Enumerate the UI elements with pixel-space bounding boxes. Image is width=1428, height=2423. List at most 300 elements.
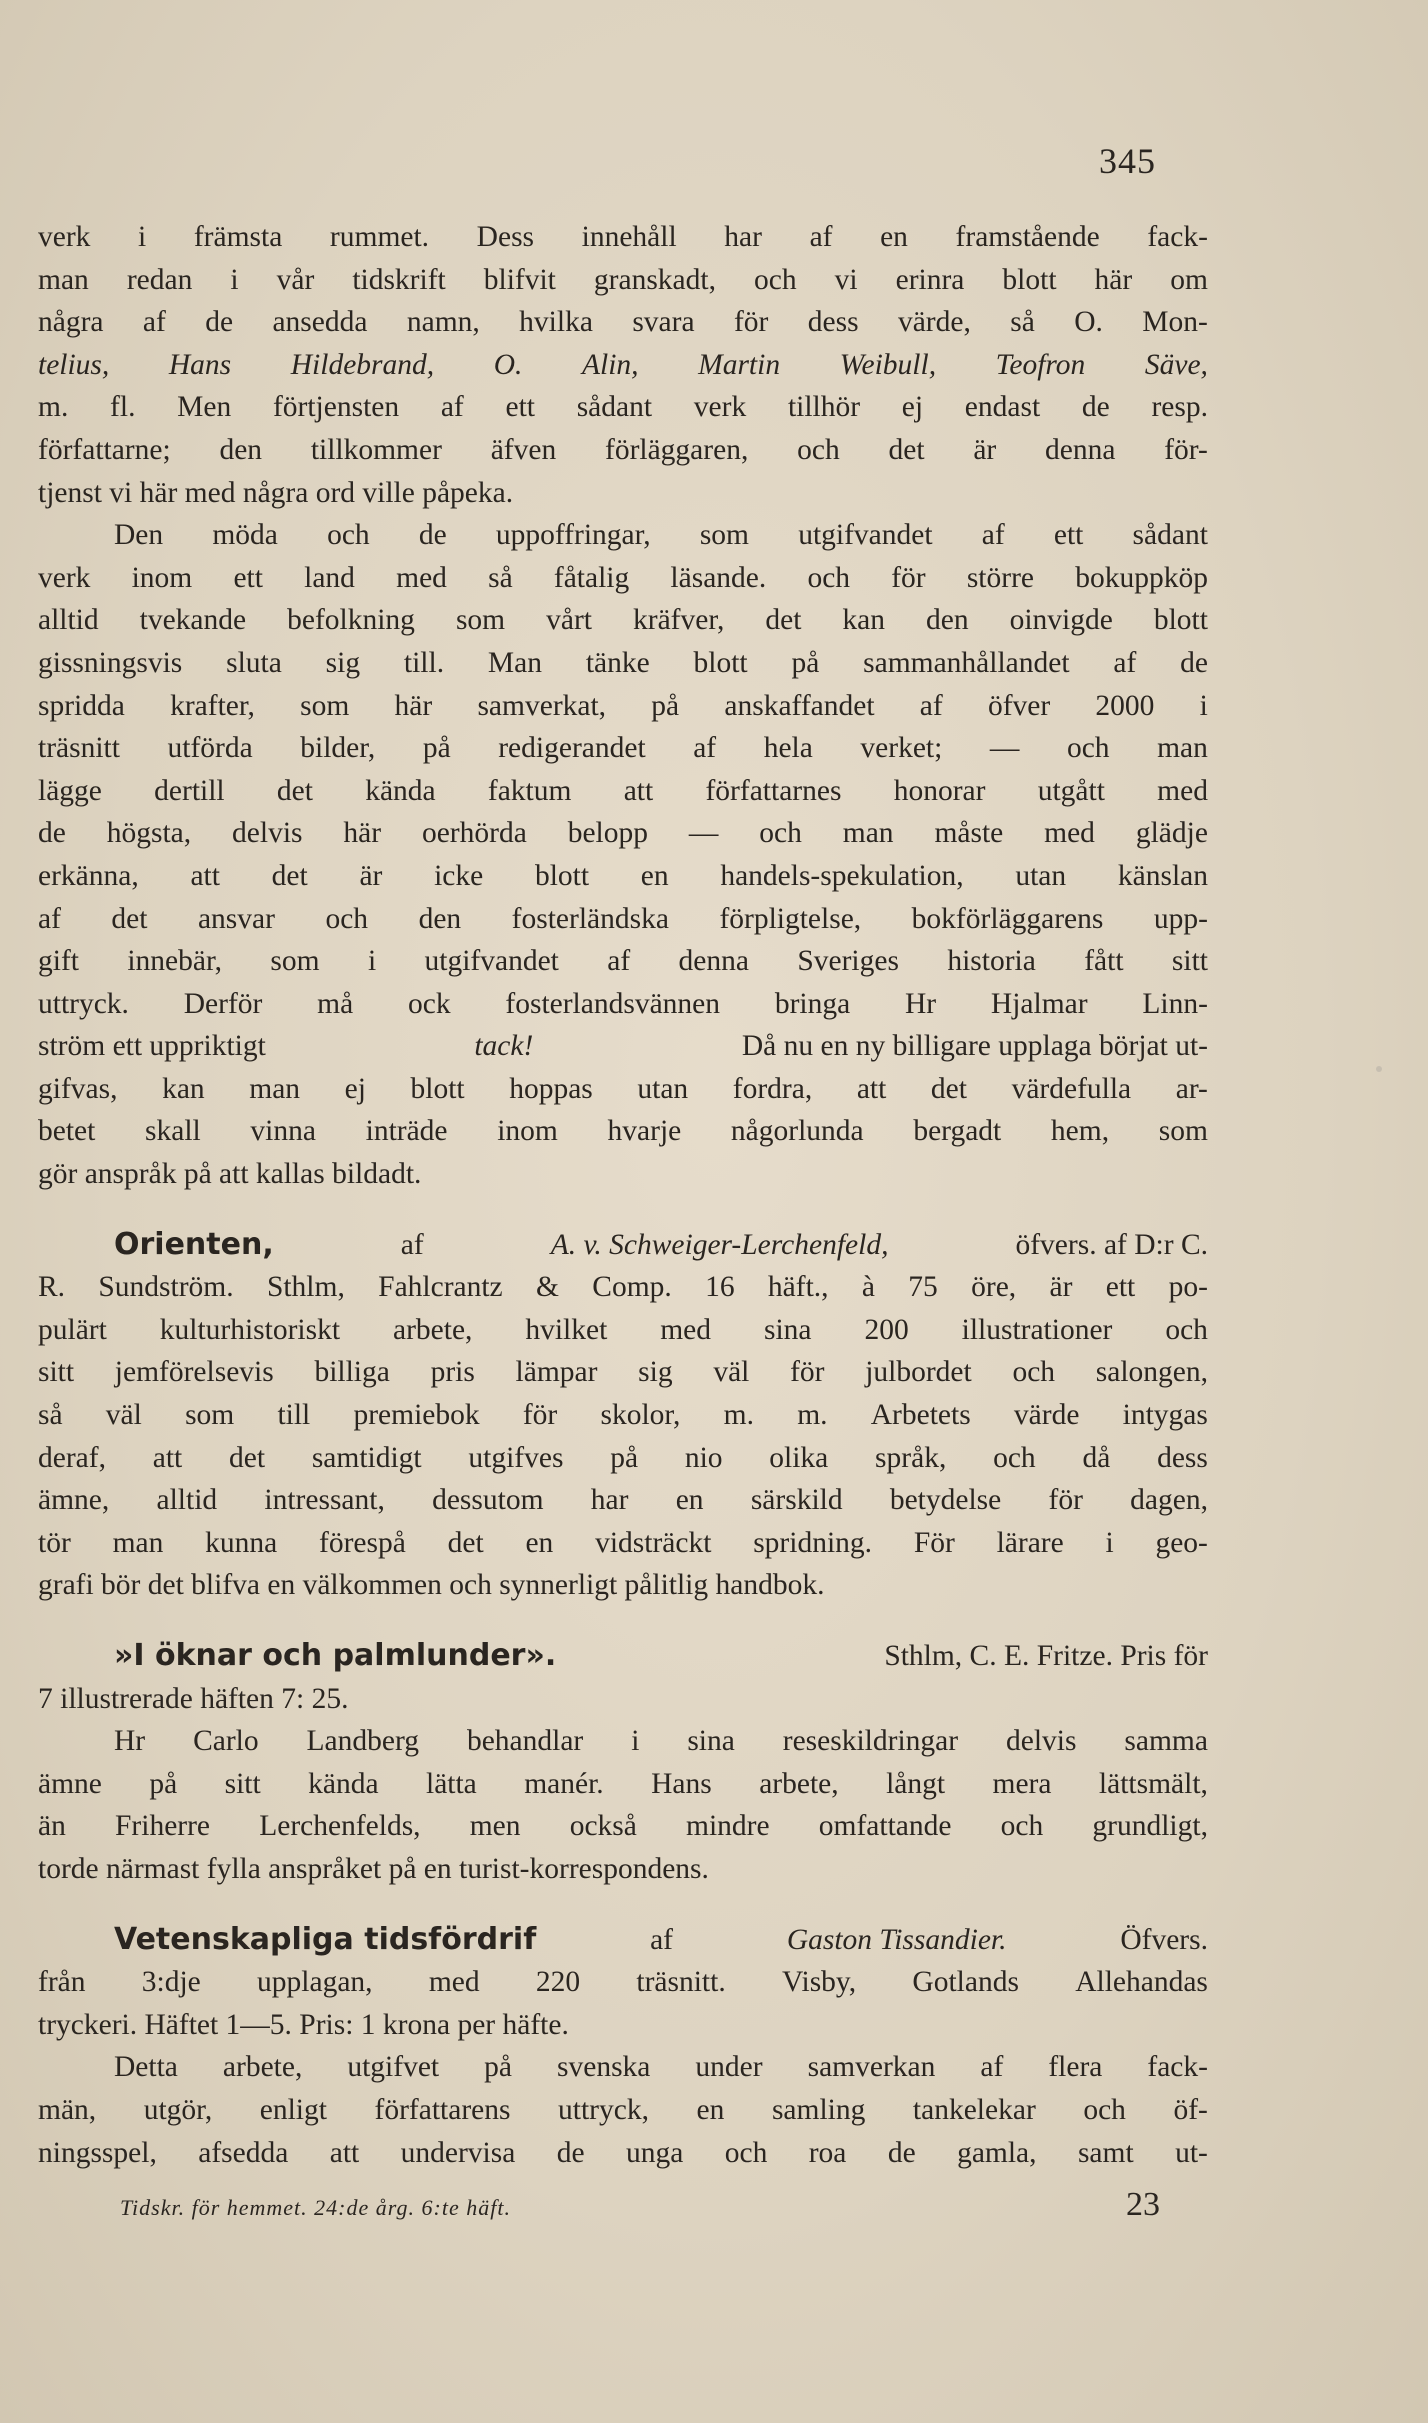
word: för xyxy=(1048,1484,1083,1517)
word: Fahlcrantz xyxy=(378,1271,503,1304)
word: Linn- xyxy=(1142,987,1208,1020)
word: och xyxy=(807,561,851,594)
word: fått xyxy=(1084,945,1124,978)
word: är xyxy=(1049,1271,1073,1304)
word: ej xyxy=(901,391,924,424)
word: blott xyxy=(1153,604,1208,637)
word: lätta xyxy=(426,1767,477,1800)
word: Allehandas xyxy=(1075,1966,1208,1999)
word: historia xyxy=(947,945,1036,978)
word: den xyxy=(418,902,462,935)
word: de xyxy=(418,519,447,552)
word: till. xyxy=(403,646,445,679)
word: högsta, xyxy=(106,817,192,850)
word: ansedda xyxy=(272,306,368,339)
word: Weibull, xyxy=(839,348,937,381)
word: 2000 xyxy=(1095,689,1155,722)
word: förläggaren, xyxy=(605,433,749,466)
word: en xyxy=(675,1484,704,1517)
word: af xyxy=(919,689,943,722)
word: dagen, xyxy=(1130,1484,1208,1517)
text-line xyxy=(38,259,1208,302)
word: och xyxy=(797,433,840,466)
word: denna xyxy=(678,945,749,978)
text-line xyxy=(38,898,1208,941)
word: som xyxy=(455,604,506,637)
word: ar- xyxy=(1175,1072,1208,1105)
word: inträde xyxy=(365,1115,448,1148)
text-line xyxy=(38,2132,1208,2175)
word: utgifves xyxy=(468,1441,564,1474)
word: för xyxy=(522,1399,558,1432)
word: skolor, xyxy=(600,1399,681,1432)
text-line: tryckeri. Häftet 1—5. Pris: 1 krona per häfte. xyxy=(38,2008,569,2041)
word: bergadt xyxy=(913,1115,1002,1148)
word: man xyxy=(249,1072,301,1105)
word: delvis xyxy=(232,817,303,850)
word: och xyxy=(1012,1356,1056,1389)
text-line: gör anspråk på att kallas bildadt. xyxy=(38,1158,422,1191)
word: kan xyxy=(842,604,885,637)
word: Mon- xyxy=(1142,306,1208,339)
word: långt xyxy=(886,1767,946,1800)
word: här xyxy=(343,817,382,850)
word: må xyxy=(317,987,354,1020)
word: blott xyxy=(534,859,590,892)
word: Hjalmar xyxy=(990,987,1088,1020)
word: Man xyxy=(487,646,542,679)
word: Säve, xyxy=(1144,348,1208,381)
word: med xyxy=(396,561,447,594)
word: större xyxy=(966,561,1034,594)
word: det xyxy=(447,1526,484,1559)
word: den xyxy=(926,604,969,637)
word: af xyxy=(809,221,833,253)
word: redigerandet xyxy=(498,732,646,765)
word: utan xyxy=(1015,859,1067,892)
word: lärare xyxy=(996,1526,1064,1559)
word: af xyxy=(693,732,717,765)
section-gap xyxy=(38,1891,1208,1919)
word: bilder, xyxy=(300,732,376,765)
text-span: öfvers. af D:r C. xyxy=(1015,1228,1208,1261)
word: så xyxy=(38,1399,63,1432)
word: en xyxy=(696,2093,725,2126)
word: tvekande xyxy=(139,604,247,637)
word: som xyxy=(300,689,350,722)
word: Landberg xyxy=(306,1725,420,1758)
word: den xyxy=(219,433,263,466)
word: svara xyxy=(632,306,695,339)
entry-title: Vetenskapliga tidsfördrif xyxy=(114,1921,537,1957)
word: Arbetets xyxy=(870,1399,971,1432)
word: namn, xyxy=(406,306,480,339)
word: på xyxy=(651,689,680,722)
word: Lerchenfelds, xyxy=(259,1810,421,1843)
word: de xyxy=(1081,391,1110,424)
word: nio xyxy=(684,1441,723,1474)
text-line xyxy=(38,983,1208,1026)
text-line xyxy=(38,1720,1208,1763)
word: det xyxy=(888,433,925,466)
word: öfver xyxy=(987,689,1051,722)
word: erkänna, xyxy=(38,859,139,892)
word: kulturhistoriskt xyxy=(159,1313,341,1346)
word: utgifvandet xyxy=(424,945,559,978)
word: läsande. xyxy=(670,561,767,594)
word: som xyxy=(270,945,320,978)
word: Hr xyxy=(114,1725,146,1758)
word: så xyxy=(488,561,513,594)
word: inom xyxy=(131,561,193,594)
word: öf- xyxy=(1173,2093,1208,2126)
word: fack- xyxy=(1147,221,1208,253)
word: telius, xyxy=(38,348,110,381)
word: deraf, xyxy=(38,1441,106,1474)
word: denna xyxy=(1045,433,1116,466)
word: författarens xyxy=(374,2093,511,2126)
word: möda xyxy=(212,519,278,552)
word: dertill xyxy=(154,774,225,807)
word: sådant xyxy=(576,391,653,424)
text-line xyxy=(38,216,1208,259)
word: samverkan xyxy=(807,2051,936,2084)
word: förpligtelse, xyxy=(719,902,862,935)
text-span: ström ett uppriktigt xyxy=(38,1030,266,1063)
word: en xyxy=(525,1526,554,1559)
word: 3:dje xyxy=(141,1966,201,1999)
word: af xyxy=(38,902,61,935)
word: julbordet xyxy=(865,1356,972,1389)
section-gap xyxy=(38,1607,1208,1635)
word: ningsspel, xyxy=(38,2136,157,2169)
word: och xyxy=(1000,1810,1044,1843)
word: bokuppköp xyxy=(1075,561,1208,594)
word: af xyxy=(1113,646,1137,679)
word: förespå xyxy=(319,1526,406,1559)
word: unga xyxy=(625,2136,684,2169)
text-line xyxy=(38,940,1208,983)
word: äfven xyxy=(490,433,557,466)
word: är xyxy=(359,859,383,892)
word: redan xyxy=(126,263,193,296)
word: Den xyxy=(114,519,164,552)
word: ämne, xyxy=(38,1484,110,1517)
word: kända xyxy=(365,774,436,807)
word: & xyxy=(535,1271,559,1304)
word: utgör, xyxy=(143,2093,213,2126)
word: det xyxy=(271,859,308,892)
word: blott xyxy=(693,646,748,679)
word: granskadt, xyxy=(593,263,716,296)
word: uttryck, xyxy=(558,2093,649,2126)
word: sig xyxy=(638,1356,673,1389)
word: lättsmält, xyxy=(1098,1767,1208,1800)
word: ett xyxy=(233,561,263,594)
word: i xyxy=(1199,689,1208,722)
word: roa xyxy=(808,2136,847,2169)
word: land xyxy=(304,561,355,594)
text-line xyxy=(38,1961,1208,2004)
word: spridda xyxy=(38,689,125,722)
word: Sundström. xyxy=(98,1271,234,1304)
word: Derför xyxy=(183,987,263,1020)
word: till xyxy=(277,1399,311,1432)
word: upplagan, xyxy=(257,1966,373,1999)
word: faktum xyxy=(487,774,572,807)
word: ej xyxy=(344,1072,366,1105)
word: olika xyxy=(769,1441,829,1474)
word: framstående xyxy=(955,221,1100,253)
word: handels-spekulation, xyxy=(720,859,964,892)
word: det xyxy=(276,774,313,807)
text-line xyxy=(38,1266,1208,1309)
word: salongen, xyxy=(1095,1356,1208,1389)
word: tör xyxy=(38,1526,71,1559)
text-line xyxy=(38,642,1208,685)
word: m. xyxy=(38,391,69,424)
word: 220 xyxy=(535,1966,581,1999)
word: erinra xyxy=(895,263,965,296)
word: väl xyxy=(713,1356,750,1389)
word: några xyxy=(38,306,104,339)
word: ock xyxy=(408,987,451,1020)
word: belopp xyxy=(567,817,648,850)
word: Hr xyxy=(904,987,937,1020)
word: utförda xyxy=(167,732,253,765)
word: lägge xyxy=(38,774,102,807)
word: på xyxy=(610,1441,639,1474)
word: och xyxy=(1165,1313,1208,1346)
word: som xyxy=(699,519,750,552)
word: innebär, xyxy=(127,945,222,978)
word: tillhör xyxy=(787,391,861,424)
entry-title: »I öknar och palmlunder». xyxy=(114,1638,557,1673)
word: arbete, xyxy=(392,1313,473,1346)
word: kan xyxy=(162,1072,205,1105)
word: kunna xyxy=(205,1526,278,1559)
word: krafter, xyxy=(170,689,255,722)
word: utgifvet xyxy=(347,2051,440,2084)
text-span: Öfvers. xyxy=(1120,1923,1208,1956)
word: arbete, xyxy=(759,1767,839,1800)
word: har xyxy=(590,1484,629,1517)
word: sammanhållandet xyxy=(863,646,1070,679)
paper-spot xyxy=(1376,1066,1382,1072)
text-span: Sthlm, C. E. Fritze. Pris för xyxy=(884,1640,1208,1672)
entry-heading-line xyxy=(38,1919,1208,1962)
word: måste xyxy=(934,817,1004,850)
word: fosterländska xyxy=(511,902,669,935)
page-footer xyxy=(120,2186,1160,2224)
word: hela xyxy=(763,732,813,765)
word: Hans xyxy=(168,348,232,381)
word: på xyxy=(484,2051,512,2084)
word: vidsträckt xyxy=(595,1526,712,1559)
body-text xyxy=(38,216,1208,2174)
text-line xyxy=(38,301,1208,344)
word: särskild xyxy=(750,1484,843,1517)
word: med xyxy=(1157,774,1208,807)
word: det xyxy=(930,1072,967,1105)
word: författarnes xyxy=(705,774,842,807)
word: 200 xyxy=(864,1313,909,1346)
entry-heading-line xyxy=(38,1635,1208,1678)
text-line xyxy=(38,557,1208,600)
word: Sthlm, xyxy=(266,1271,345,1304)
word: gamla, xyxy=(957,2136,1037,2169)
word: man xyxy=(112,1526,164,1559)
word: tankelekar xyxy=(912,2093,1036,2126)
word: på xyxy=(791,646,820,679)
text-line xyxy=(38,2046,1208,2089)
word: befolkning xyxy=(287,604,415,637)
word: man xyxy=(842,817,894,850)
word: man xyxy=(1157,732,1208,765)
word: utan xyxy=(637,1072,689,1105)
word: kräfver, xyxy=(633,604,725,637)
word: Comp. xyxy=(592,1271,672,1304)
text-line xyxy=(38,429,1208,472)
word: sluta xyxy=(226,646,282,679)
word: po- xyxy=(1168,1271,1208,1304)
text-line xyxy=(38,1479,1208,1522)
word: ämne xyxy=(38,1767,102,1800)
word: i xyxy=(138,221,147,253)
word: det xyxy=(229,1441,266,1474)
word: Martin xyxy=(698,348,781,381)
word: och xyxy=(325,902,369,935)
word: författarne; xyxy=(38,433,171,466)
word: Friherre xyxy=(115,1810,211,1843)
word: blott xyxy=(1002,263,1057,296)
entry-title: Orienten, xyxy=(114,1226,274,1262)
word: hvilka xyxy=(519,306,593,339)
word: utgått xyxy=(1037,774,1105,807)
word: betydelse xyxy=(889,1484,1002,1517)
word: Dess xyxy=(476,221,535,253)
word: träsnitt xyxy=(38,732,120,765)
word: med xyxy=(660,1313,712,1346)
word: att xyxy=(856,1072,887,1105)
word: så xyxy=(1010,306,1035,339)
entry-author: A. v. Schweiger-Lerchenfeld, xyxy=(550,1228,889,1261)
word: samtidigt xyxy=(311,1441,422,1474)
word: 75 xyxy=(908,1271,938,1304)
word: någorlunda xyxy=(730,1115,864,1148)
word: fack- xyxy=(1147,2051,1208,2084)
word: ett xyxy=(1053,519,1084,552)
word: blifvit xyxy=(483,263,556,296)
word: skall xyxy=(145,1115,201,1148)
word: honorar xyxy=(893,774,986,807)
word: män, xyxy=(38,2093,97,2126)
word: R. xyxy=(38,1271,66,1304)
word: hvarje xyxy=(607,1115,682,1148)
text-span: Då nu en ny billigare upplaga börjat ut- xyxy=(741,1030,1208,1063)
word: hvilket xyxy=(525,1313,608,1346)
word: uppoffringar, xyxy=(495,519,651,552)
word: undervisa xyxy=(400,2136,516,2169)
section-gap xyxy=(38,1196,1208,1224)
word: samt xyxy=(1077,2136,1134,2169)
word: blott xyxy=(410,1072,465,1105)
text-line xyxy=(38,1309,1208,1352)
word: sitt xyxy=(38,1356,75,1389)
word: under xyxy=(695,2051,763,2084)
text-line xyxy=(38,770,1208,813)
word: af xyxy=(142,306,166,339)
word: och xyxy=(1066,732,1110,765)
word: de xyxy=(556,2136,585,2169)
word: Hans xyxy=(651,1767,712,1800)
word: grundligt, xyxy=(1092,1810,1208,1843)
page-number: 345 xyxy=(1099,141,1156,181)
word: och xyxy=(724,2136,768,2169)
word: som xyxy=(1158,1115,1208,1148)
word: fosterlandsvännen xyxy=(505,987,721,1020)
word: bokförläggarens xyxy=(911,902,1104,935)
word: spridning. xyxy=(753,1526,873,1559)
word: För xyxy=(913,1526,955,1559)
word: à xyxy=(861,1271,875,1304)
word: att xyxy=(623,774,654,807)
word: fåtalig xyxy=(553,561,630,594)
word: betet xyxy=(38,1115,96,1148)
entry-heading-line xyxy=(38,1224,1208,1267)
text-line xyxy=(38,1025,1208,1068)
word: ett xyxy=(1105,1271,1136,1304)
word: värde xyxy=(1013,1399,1080,1432)
word: att xyxy=(152,1441,183,1474)
word: Teofron xyxy=(995,348,1086,381)
text-line xyxy=(38,1110,1208,1153)
word: tidskrift xyxy=(352,263,446,296)
journal-footer: Tidskr. för hemmet. 24:de årg. 6:te häft. xyxy=(120,2195,511,2220)
word: på xyxy=(149,1767,178,1800)
word: att xyxy=(190,859,220,892)
word: upp- xyxy=(1153,902,1208,935)
word: med xyxy=(428,1966,480,1999)
word: Hildebrand, xyxy=(290,348,435,381)
word: af xyxy=(980,2051,1004,2084)
word: inom xyxy=(497,1115,558,1148)
word: sitt xyxy=(1171,945,1208,978)
word: hoppas xyxy=(509,1072,593,1105)
word: intygas xyxy=(1122,1399,1208,1432)
word: och xyxy=(754,263,797,296)
word: bringa xyxy=(774,987,851,1020)
word: som xyxy=(185,1399,235,1432)
word: gifvas, xyxy=(38,1072,118,1105)
word: innehåll xyxy=(581,221,677,253)
text-line xyxy=(38,599,1208,642)
word: enligt xyxy=(259,2093,327,2126)
word: vi xyxy=(834,263,858,296)
word: för- xyxy=(1164,433,1208,466)
word: på xyxy=(422,732,451,765)
word: om xyxy=(1170,263,1208,296)
word: af xyxy=(440,391,464,424)
word: samma xyxy=(1124,1725,1208,1758)
word: då xyxy=(1082,1441,1111,1474)
word: intressant, xyxy=(264,1484,385,1517)
word: i xyxy=(631,1725,640,1758)
text-line xyxy=(38,1805,1208,1848)
word: verk xyxy=(693,391,747,424)
text-span: af xyxy=(400,1228,424,1261)
word: från xyxy=(38,1966,86,1999)
